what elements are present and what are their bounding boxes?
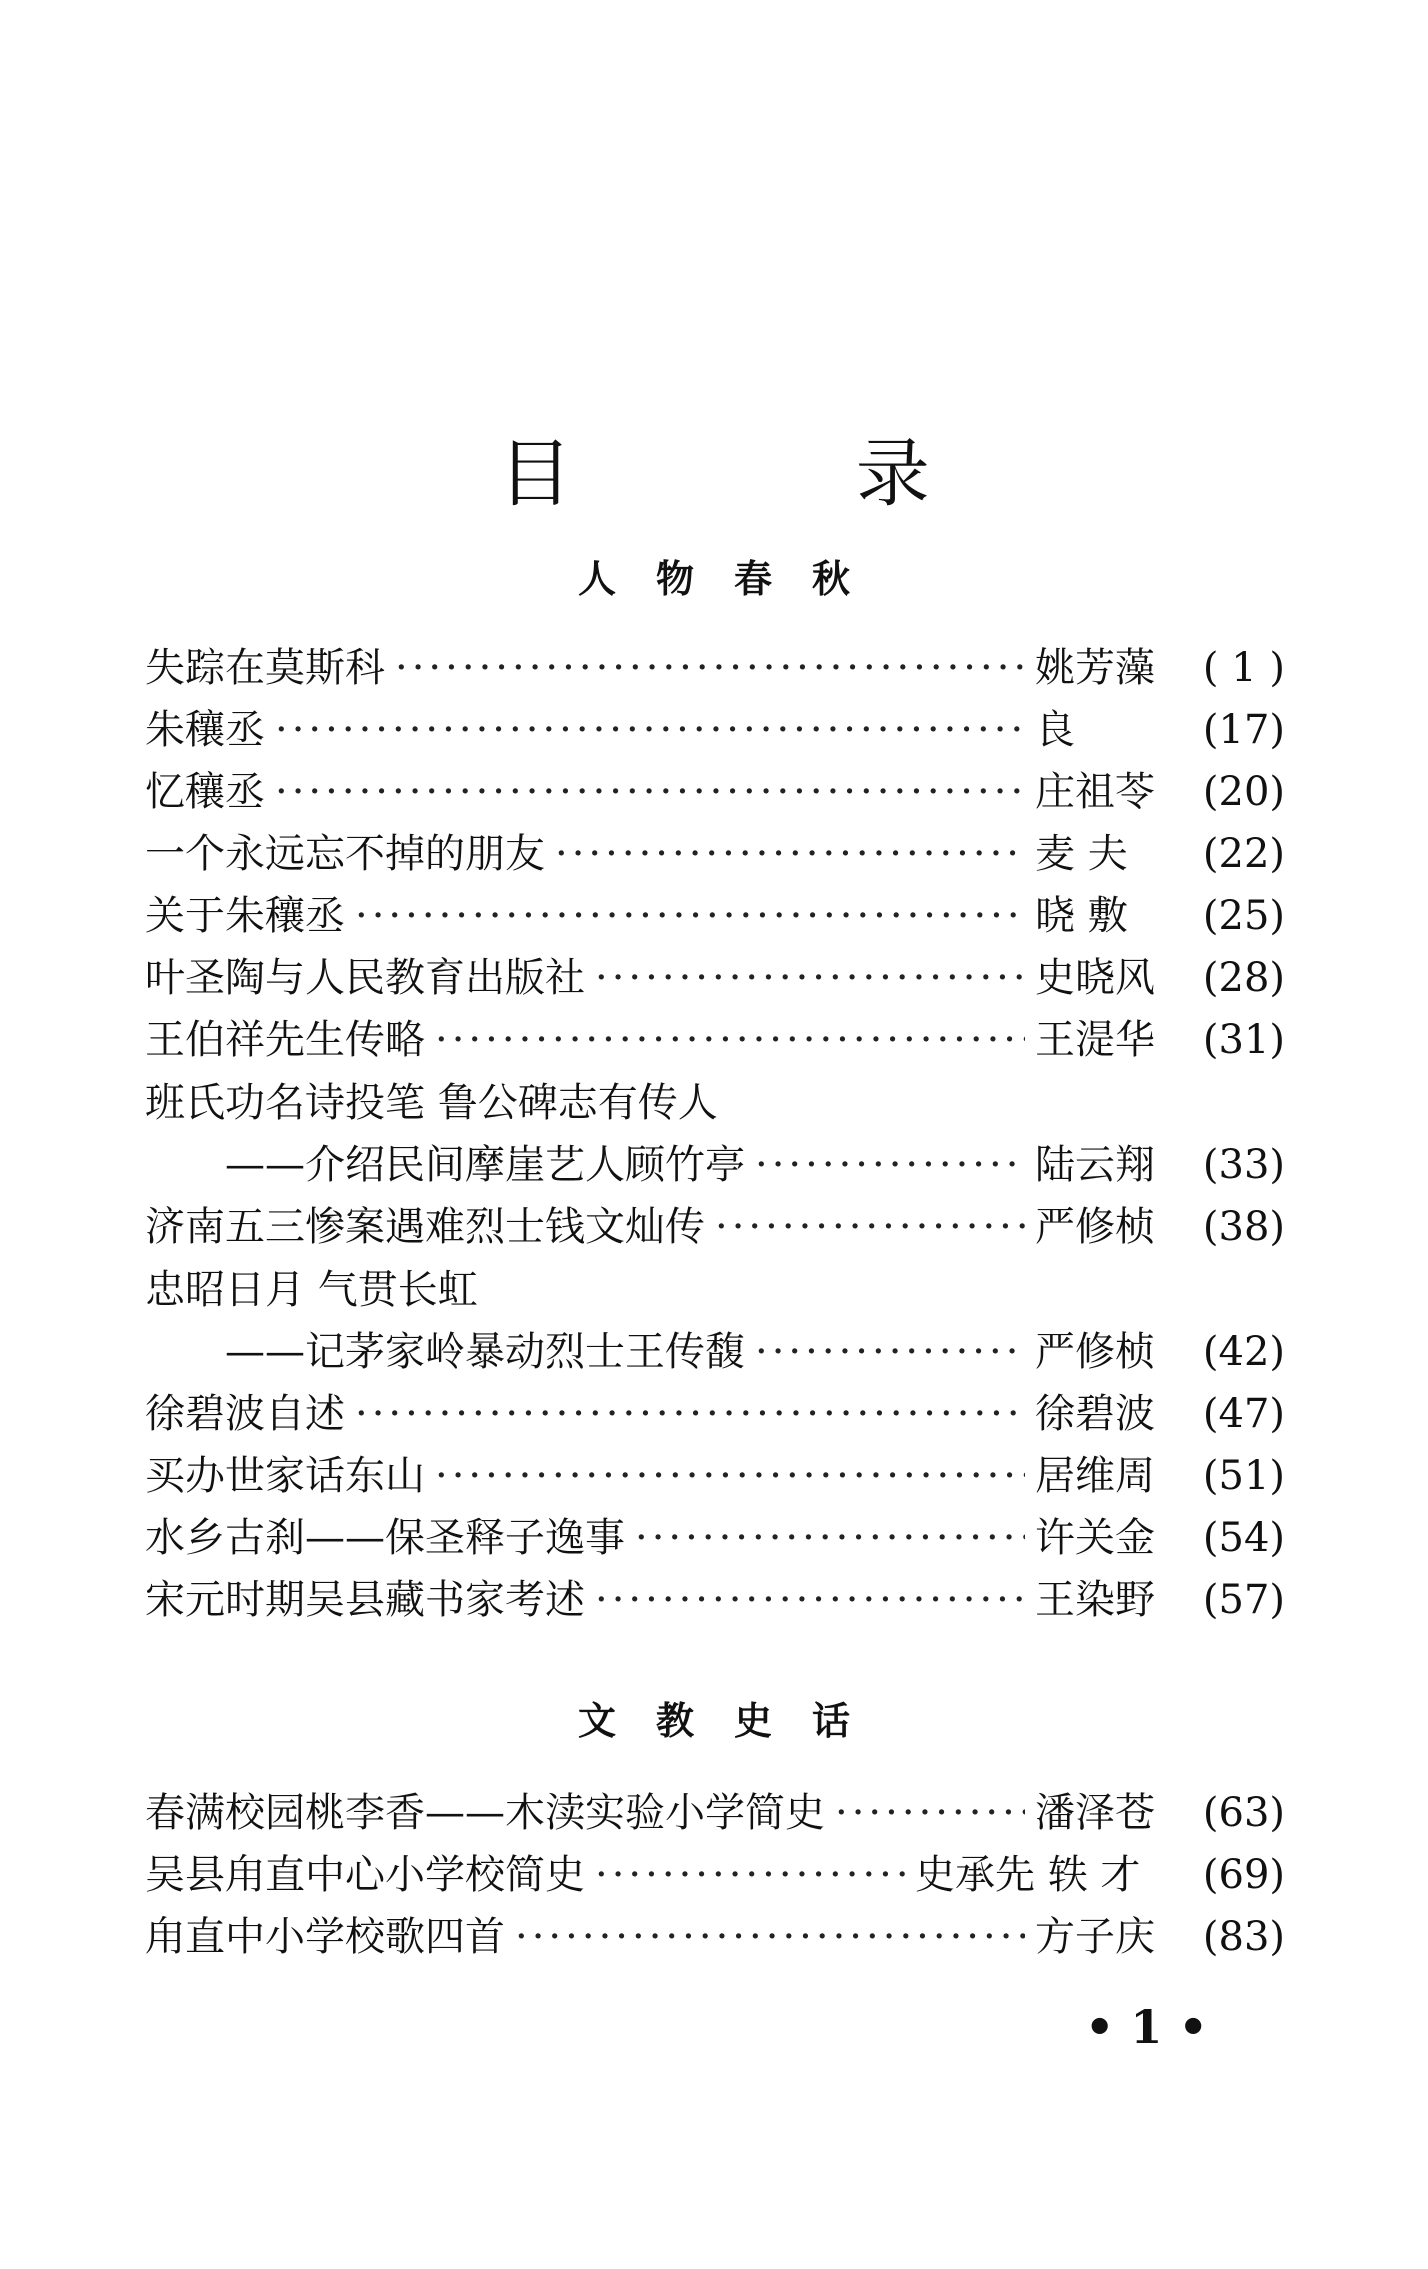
dot-leader — [275, 702, 1025, 758]
section-heading-people: 人物春秋 — [577, 557, 890, 601]
dot-leader — [275, 764, 1025, 820]
entry-title: 吴县甪直中心小学校简史 — [145, 1852, 585, 1898]
entry-author: 庄祖苓 — [1035, 769, 1155, 815]
entry-page: (38) — [1202, 1204, 1285, 1250]
toc-entry — [145, 888, 1285, 944]
entry-title: 济南五三惨案遇难烈士钱文灿传 — [145, 1204, 705, 1250]
toc-entry — [225, 1324, 1285, 1380]
dot-leader — [395, 640, 1025, 696]
entry-author: 方子庆 — [1035, 1914, 1155, 1960]
entry-page: (22) — [1202, 831, 1285, 877]
dot-leader — [555, 826, 1025, 882]
entry-title: 朱穰丞 — [145, 707, 265, 753]
toc-entry — [145, 1785, 1285, 1841]
entry-title: 一个永远忘不掉的朋友 — [145, 831, 545, 877]
entry-author: 陆云翔 — [1035, 1142, 1155, 1188]
entry-author: 麦 夫 — [1035, 831, 1128, 877]
entry-page: (25) — [1202, 893, 1285, 939]
entry-author: 徐碧波 — [1035, 1391, 1155, 1437]
toc-entry — [145, 1199, 1285, 1255]
dot-leader — [435, 1448, 1025, 1504]
toc-entry — [145, 1012, 1285, 1068]
page-number: • 1 • — [1085, 2000, 1208, 2054]
entry-page: ( 1 ) — [1202, 645, 1285, 691]
toc-entry — [145, 764, 1285, 820]
page-title: 目 录 — [498, 431, 1060, 517]
entry-author: 严修桢 — [1035, 1329, 1155, 1375]
dot-leader — [755, 1137, 1025, 1193]
toc-entry — [145, 640, 1285, 696]
entry-author: 居维周 — [1035, 1453, 1155, 1499]
dot-leader — [755, 1324, 1025, 1380]
entry-page: (17) — [1202, 707, 1285, 753]
dot-leader — [635, 1510, 1025, 1566]
entry-author: 晓 敷 — [1035, 893, 1128, 939]
entry-author: 史承先 轶 才 — [915, 1852, 1141, 1898]
dot-leader — [435, 1012, 1025, 1068]
toc-entry — [145, 826, 1285, 882]
toc-entry — [145, 1448, 1285, 1504]
entry-page: (47) — [1202, 1391, 1285, 1437]
toc-entry — [145, 1847, 1285, 1903]
entry-title: 失踪在莫斯科 — [145, 645, 385, 691]
entry-page: (51) — [1202, 1453, 1285, 1499]
toc-entry — [225, 1137, 1285, 1193]
entry-title: 徐碧波自述 — [145, 1391, 345, 1437]
dot-leader — [595, 1572, 1025, 1628]
toc-entry — [145, 702, 1285, 758]
entry-subtitle: ——记茅家岭暴动烈士王传馥 — [225, 1329, 745, 1375]
dot-leader — [355, 888, 1025, 944]
entry-title: 甪直中小学校歌四首 — [145, 1914, 505, 1960]
entry-title: 王伯祥先生传略 — [145, 1017, 425, 1063]
toc-entry — [145, 1386, 1285, 1442]
entry-title: 宋元时期吴县藏书家考述 — [145, 1577, 585, 1623]
entry-page: (31) — [1202, 1017, 1285, 1063]
entry-subtitle: ——介绍民间摩崖艺人顾竹亭 — [225, 1142, 745, 1188]
entry-author: 姚芳藻 — [1035, 645, 1155, 691]
entry-title: 关于朱穰丞 — [145, 893, 345, 939]
toc-entry — [145, 950, 1285, 1006]
dot-leader — [355, 1386, 1025, 1442]
entry-title: 买办世家话东山 — [145, 1453, 425, 1499]
entry-page: (54) — [1202, 1515, 1285, 1561]
section-heading-education: 文教史话 — [577, 1699, 890, 1743]
entry-page: (33) — [1202, 1142, 1285, 1188]
toc-entry — [145, 1572, 1285, 1628]
entry-page: (20) — [1202, 769, 1285, 815]
dot-leader — [715, 1199, 1025, 1255]
entry-author: 王湜华 — [1035, 1017, 1155, 1063]
entry-page: (69) — [1202, 1852, 1285, 1898]
entry-title: 春满校园桃李香——木渎实验小学简史 — [145, 1790, 825, 1836]
entry-page: (42) — [1202, 1329, 1285, 1375]
dot-leader — [835, 1785, 1025, 1841]
entry-author: 许关金 — [1035, 1515, 1155, 1561]
entry-page: (83) — [1202, 1914, 1285, 1960]
entry-page: (28) — [1202, 955, 1285, 1001]
dot-leader — [515, 1909, 1025, 1965]
entry-author: 良 — [1035, 707, 1075, 753]
entry-author: 潘泽苍 — [1035, 1790, 1155, 1836]
dot-leader — [595, 1847, 905, 1903]
entry-title: 忠昭日月 气贯长虹 — [145, 1267, 478, 1313]
entry-title: 忆穰丞 — [145, 769, 265, 815]
dot-leader — [595, 950, 1025, 1006]
entry-title: 水乡古刹——保圣释子逸事 — [145, 1515, 625, 1561]
entry-page: (57) — [1202, 1577, 1285, 1623]
entry-author: 王染野 — [1035, 1577, 1155, 1623]
entry-page: (63) — [1202, 1790, 1285, 1836]
toc-entry — [145, 1909, 1285, 1965]
entry-author: 严修桢 — [1035, 1204, 1155, 1250]
toc-entry — [145, 1510, 1285, 1566]
entry-title: 叶圣陶与人民教育出版社 — [145, 955, 585, 1001]
entry-title: 班氏功名诗投笔 鲁公碑志有传人 — [145, 1080, 718, 1126]
entry-author: 史晓风 — [1035, 955, 1155, 1001]
